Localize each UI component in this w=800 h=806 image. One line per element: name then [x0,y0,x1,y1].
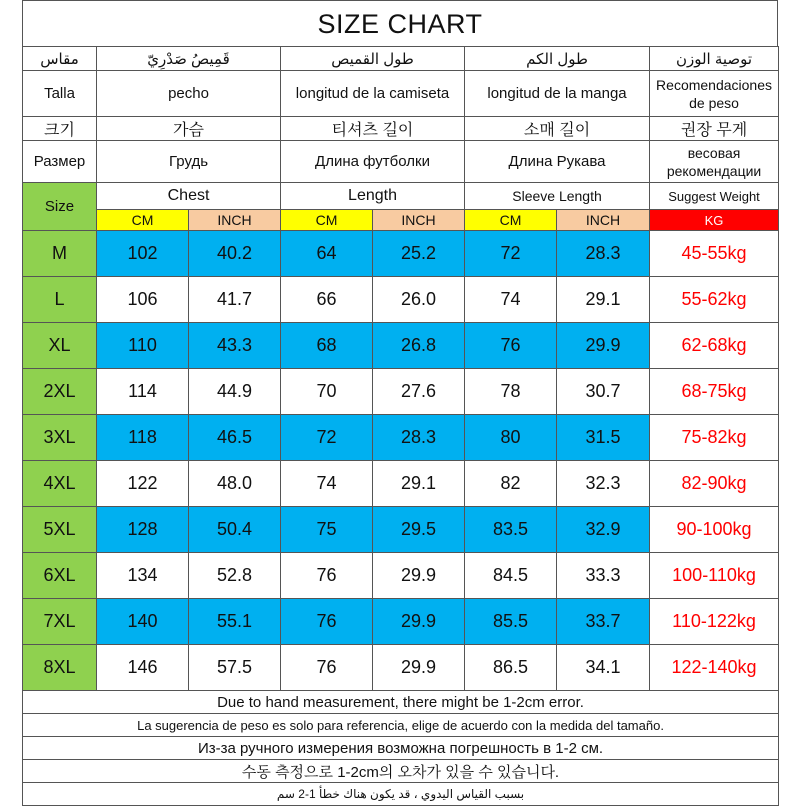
header-size-ar: مقاس [23,47,97,71]
size-label: 4XL [23,461,97,507]
footer-note-row [23,691,779,714]
header-chest-es: pecho [97,71,281,117]
size-label: 5XL [23,507,97,553]
header-weight-ru: весовая рекомендации [650,141,779,183]
header-chest-ar: قَمِيصُ صَدْرِيّ [97,47,281,71]
header-sleeve-ru: Длина Рукава [465,141,650,183]
header-length-ko: 티셔츠 길이 [281,117,465,141]
suggested-weight: 68-75kg [650,369,779,415]
length-cm: 76 [281,553,373,599]
length-cm: 72 [281,415,373,461]
footer-note-row [23,760,779,783]
table-row [23,277,779,323]
sleeve-inch-unit: INCH [557,210,650,231]
units-row [23,210,779,231]
length-cm-unit: CM [281,210,373,231]
table-row [23,507,779,553]
chest-cm: 118 [97,415,189,461]
chest-cm: 128 [97,507,189,553]
size-column-header: Size [23,183,97,231]
length-inch: 29.9 [373,553,465,599]
header-weight-es: Recomendaciones de peso [650,71,779,117]
chest-cm: 134 [97,553,189,599]
chest-cm-unit: CM [97,210,189,231]
chest-cm: 146 [97,645,189,691]
header-size-ru: Размер [23,141,97,183]
chest-cm: 110 [97,323,189,369]
table-row [23,231,779,277]
sleeve-cm: 82 [465,461,557,507]
sleeve-cm: 74 [465,277,557,323]
suggested-weight: 45-55kg [650,231,779,277]
chest-cm: 102 [97,231,189,277]
length-cm: 75 [281,507,373,553]
size-label: L [23,277,97,323]
size-label: 8XL [23,645,97,691]
chest-cm: 114 [97,369,189,415]
length-inch-unit: INCH [373,210,465,231]
length-inch: 25.2 [373,231,465,277]
length-column-header: Length [281,183,465,210]
length-inch: 26.8 [373,323,465,369]
header-chest-ko: 가슴 [97,117,281,141]
size-label: 3XL [23,415,97,461]
sleeve-column-header: Sleeve Length [465,183,650,210]
length-cm: 76 [281,645,373,691]
size-label: M [23,231,97,277]
suggested-weight: 75-82kg [650,415,779,461]
footer-note-spanish: La sugerencia de peso es solo para referencia, elige de acuerdo con la medida del tamaño. [23,714,779,737]
header-size-es: Talla [23,71,97,117]
length-inch: 29.1 [373,461,465,507]
header-weight-ar: توصية الوزن [650,47,779,71]
sleeve-inch: 29.9 [557,323,650,369]
sleeve-cm: 84.5 [465,553,557,599]
chest-column-header: Chest [97,183,281,210]
footer-note-row [23,714,779,737]
chest-inch: 48.0 [189,461,281,507]
header-sleeve-ko: 소매 길이 [465,117,650,141]
sleeve-cm: 86.5 [465,645,557,691]
length-cm: 68 [281,323,373,369]
table-row [23,461,779,507]
header-chest-ru: Грудь [97,141,281,183]
length-inch: 29.9 [373,599,465,645]
sleeve-cm: 78 [465,369,557,415]
footer-note-russian: Из-за ручного измерения возможна погрешность в 1-2 см. [23,737,779,760]
chest-inch: 50.4 [189,507,281,553]
footer-note-english: Due to hand measurement, there might be 1-2cm error. [23,691,779,714]
header-row-korean [23,117,779,141]
chest-inch: 52.8 [189,553,281,599]
sleeve-inch: 33.3 [557,553,650,599]
header-size-ko: 크기 [23,117,97,141]
sleeve-inch: 31.5 [557,415,650,461]
size-label: XL [23,323,97,369]
sleeve-inch: 30.7 [557,369,650,415]
table-row [23,415,779,461]
footer-note-row [23,783,779,806]
header-row-arabic [23,47,779,71]
length-cm: 74 [281,461,373,507]
footer-note-korean: 수동 측정으로 1-2cm의 오차가 있을 수 있습니다. [23,760,779,783]
sleeve-cm-unit: CM [465,210,557,231]
chest-cm: 122 [97,461,189,507]
suggested-weight: 82-90kg [650,461,779,507]
suggested-weight: 62-68kg [650,323,779,369]
header-row-english [23,183,779,210]
chest-inch: 55.1 [189,599,281,645]
table-row [23,553,779,599]
suggested-weight: 90-100kg [650,507,779,553]
table-row [23,599,779,645]
weight-kg-unit: KG [650,210,779,231]
sleeve-inch: 34.1 [557,645,650,691]
size-label: 6XL [23,553,97,599]
sleeve-inch: 28.3 [557,231,650,277]
header-sleeve-ar: طول الكم [465,47,650,71]
length-cm: 76 [281,599,373,645]
chest-cm: 106 [97,277,189,323]
chest-inch: 44.9 [189,369,281,415]
length-inch: 26.0 [373,277,465,323]
header-length-ar: طول القميص [281,47,465,71]
chest-inch: 40.2 [189,231,281,277]
sleeve-inch: 32.9 [557,507,650,553]
length-inch: 28.3 [373,415,465,461]
suggested-weight: 55-62kg [650,277,779,323]
suggested-weight: 110-122kg [650,599,779,645]
size-chart-sheet [22,0,778,800]
length-cm: 66 [281,277,373,323]
footer-note-row [23,737,779,760]
length-inch: 27.6 [373,369,465,415]
table-row [23,369,779,415]
chart-title: SIZE CHART [22,0,778,46]
length-inch: 29.5 [373,507,465,553]
length-cm: 64 [281,231,373,277]
size-label: 7XL [23,599,97,645]
header-sleeve-es: longitud de la manga [465,71,650,117]
table-row [23,645,779,691]
sleeve-cm: 76 [465,323,557,369]
chest-inch: 46.5 [189,415,281,461]
sleeve-cm: 72 [465,231,557,277]
header-row-russian [23,141,779,183]
chest-cm: 140 [97,599,189,645]
length-cm: 70 [281,369,373,415]
table-row [23,323,779,369]
sleeve-inch: 33.7 [557,599,650,645]
sleeve-inch: 29.1 [557,277,650,323]
suggested-weight: 100-110kg [650,553,779,599]
sleeve-cm: 83.5 [465,507,557,553]
chest-inch: 41.7 [189,277,281,323]
sleeve-inch: 32.3 [557,461,650,507]
header-length-es: longitud de la camiseta [281,71,465,117]
footer-note-arabic: بسبب القياس اليدوي ، قد يكون هناك خطأ 1-2 سم [23,783,779,806]
header-weight-ko: 권장 무게 [650,117,779,141]
suggested-weight: 122-140kg [650,645,779,691]
chest-inch: 57.5 [189,645,281,691]
size-chart-table [22,46,779,806]
sleeve-cm: 85.5 [465,599,557,645]
weight-column-header: Suggest Weight [650,183,779,210]
chest-inch: 43.3 [189,323,281,369]
header-length-ru: Длина футболки [281,141,465,183]
chest-inch-unit: INCH [189,210,281,231]
length-inch: 29.9 [373,645,465,691]
sleeve-cm: 80 [465,415,557,461]
size-label: 2XL [23,369,97,415]
header-row-spanish [23,71,779,117]
